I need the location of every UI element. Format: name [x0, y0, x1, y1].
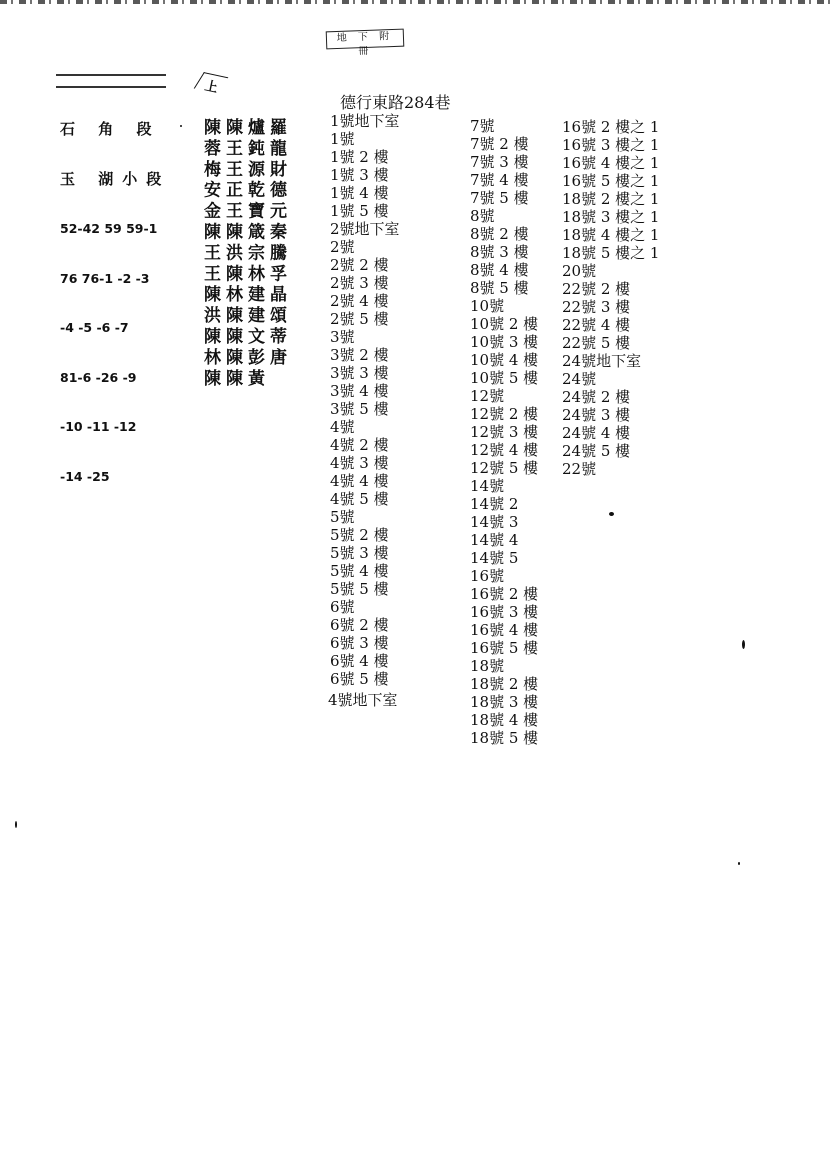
address-entry: 3號 4 樓 — [330, 382, 389, 400]
address-entry: 3號 3 樓 — [330, 364, 389, 382]
address-entry: 4號 2 樓 — [330, 436, 389, 454]
address-entry: 5號 — [330, 508, 355, 526]
address-entry: 6號 — [330, 598, 355, 616]
address-entry: 12號 2 樓 — [470, 405, 539, 423]
address-entry: 16號 — [470, 567, 505, 585]
address-entry: 18號 5 樓 — [470, 729, 539, 747]
address-entry: 18號 3 樓 — [470, 693, 539, 711]
basement-note: 4號地下室 — [328, 691, 398, 709]
land-section-line-2: 玉 湖小段 — [60, 170, 171, 188]
parcel-number-line-5: -10 -11 -12 — [60, 419, 137, 434]
address-entry: 18號 2 樓 — [470, 675, 539, 693]
address-entry: 10號 3 樓 — [470, 333, 539, 351]
left-header-mark — [56, 74, 166, 88]
address-entry: 14號 4 — [470, 531, 519, 549]
address-entry: 18號 — [470, 657, 505, 675]
address-entry: 12號 3 樓 — [470, 423, 539, 441]
address-entry: 4號 4 樓 — [330, 472, 389, 490]
scan-speck — [738, 862, 740, 865]
address-entry: 1號地下室 — [330, 112, 400, 130]
address-entry: 1號 — [330, 130, 355, 148]
address-entry: 2號 5 樓 — [330, 310, 389, 328]
address-entry: 8號 2 樓 — [470, 225, 529, 243]
address-entry: 10號 4 樓 — [470, 351, 539, 369]
address-entry: 16號 4 樓 — [470, 621, 539, 639]
vertical-name-column: 爐鈍源乾寶箴宗林建建文彭黃 — [244, 118, 264, 390]
address-entry: 8號 3 樓 — [470, 243, 529, 261]
address-column-3 — [562, 118, 659, 478]
address-entry: 2號地下室 — [330, 220, 400, 238]
address-column-1 — [330, 112, 400, 688]
address-column-2 — [470, 117, 538, 747]
land-section-line-1: 石 角 段 — [60, 120, 161, 138]
address-entry: 16號 2 樓之 1 — [562, 118, 660, 136]
address-entry: 7號 2 樓 — [470, 135, 529, 153]
address-entry: 18號 4 樓之 1 — [562, 226, 660, 244]
parcel-number-line-1: 52-42 59 59-1 — [60, 221, 158, 236]
address-entry: 14號 — [470, 477, 505, 495]
parcel-number-line-2: 76 76-1 -2 -3 — [60, 270, 150, 286]
top-stamp: 地 下 附 冊 — [326, 29, 405, 50]
address-entry: 8號 — [470, 207, 495, 225]
address-entry: 10號 2 樓 — [470, 315, 539, 333]
address-entry: 12號 — [470, 387, 505, 405]
land-section-list — [60, 88, 180, 518]
address-entry: 2號 — [330, 238, 355, 256]
address-entry: 18號 5 樓之 1 — [562, 244, 660, 262]
address-entry: 4號 5 樓 — [330, 490, 389, 508]
address-entry: 18號 3 樓之 1 — [562, 208, 660, 226]
address-entry: 5號 5 樓 — [330, 580, 389, 598]
address-entry: 6號 2 樓 — [330, 616, 389, 634]
vertical-name-column: 陳王王正王陳洪陳林陳陳陳陳 — [222, 118, 242, 390]
address-entry: 18號 2 樓之 1 — [562, 190, 660, 208]
address-entry: 1號 3 樓 — [330, 166, 389, 184]
address-entry: 5號 4 樓 — [330, 562, 389, 580]
address-entry: 22號 2 樓 — [562, 280, 631, 298]
address-entry: 12號 5 樓 — [470, 459, 539, 477]
address-entry: 24號 5 樓 — [562, 442, 631, 460]
scan-speck — [15, 821, 17, 828]
scan-speck — [180, 125, 182, 127]
address-entry: 24號 3 樓 — [562, 406, 631, 424]
address-entry: 12號 4 樓 — [470, 441, 539, 459]
address-entry: 16號 4 樓之 1 — [562, 154, 660, 172]
corner-mark: 上 — [203, 75, 220, 96]
parcel-number-line-6: -14 -25 — [60, 468, 110, 484]
address-entry: 1號 5 樓 — [330, 202, 389, 220]
address-entry: 5號 2 樓 — [330, 526, 389, 544]
address-entry: 16號 2 樓 — [470, 585, 539, 603]
address-entry: 7號 3 樓 — [470, 153, 529, 171]
address-entry: 4號 3 樓 — [330, 454, 389, 472]
address-entry: 2號 3 樓 — [330, 274, 389, 292]
address-entry: 16號 5 樓 — [470, 639, 539, 657]
address-entry: 24號地下室 — [562, 352, 642, 370]
address-entry: 6號 3 樓 — [330, 634, 389, 652]
address-entry: 4號 — [330, 418, 355, 436]
parcel-number-line-4: 81-6 -26 -9 — [60, 369, 137, 385]
address-entry: 24號 — [562, 370, 597, 388]
address-entry: 24號 4 樓 — [562, 424, 631, 442]
address-entry: 2號 2 樓 — [330, 256, 389, 274]
scan-speck — [742, 640, 745, 649]
parcel-number-line-3: -4 -5 -6 -7 — [60, 320, 129, 335]
address-entry: 10號 — [470, 297, 505, 315]
address-entry: 16號 3 樓之 1 — [562, 136, 660, 154]
address-entry: 6號 5 樓 — [330, 670, 389, 688]
address-entry: 16號 5 樓之 1 — [562, 172, 660, 190]
address-entry: 1號 4 樓 — [330, 184, 389, 202]
address-entry: 18號 4 樓 — [470, 711, 539, 729]
address-entry: 22號 — [562, 460, 597, 478]
address-entry: 7號 — [470, 117, 495, 135]
address-entry: 22號 3 樓 — [562, 298, 631, 316]
address-entry: 3號 — [330, 328, 355, 346]
address-entry: 7號 4 樓 — [470, 171, 529, 189]
address-entry: 14號 3 — [470, 513, 519, 531]
scan-edge-noise — [0, 0, 832, 4]
address-entry: 14號 2 — [470, 495, 519, 513]
vertical-name-columns — [194, 118, 286, 738]
address-entry: 3號 2 樓 — [330, 346, 389, 364]
address-entry: 10號 5 樓 — [470, 369, 539, 387]
address-entry: 22號 4 樓 — [562, 316, 631, 334]
address-entry: 6號 4 樓 — [330, 652, 389, 670]
scan-speck — [609, 512, 614, 516]
address-entry: 1號 2 樓 — [330, 148, 389, 166]
address-entry: 24號 2 樓 — [562, 388, 631, 406]
address-entry: 14號 5 — [470, 549, 519, 567]
address-entry: 8號 4 樓 — [470, 261, 529, 279]
vertical-name-column: 羅龍財德元秦騰孚晶頌蒂唐 — [266, 118, 286, 369]
address-entry: 2號 4 樓 — [330, 292, 389, 310]
address-entry: 22號 5 樓 — [562, 334, 631, 352]
street-address-title: 德行東路284巷 — [340, 93, 451, 112]
address-entry: 16號 3 樓 — [470, 603, 539, 621]
address-entry: 7號 5 樓 — [470, 189, 529, 207]
address-entry: 20號 — [562, 262, 597, 280]
address-entry: 3號 5 樓 — [330, 400, 389, 418]
address-entry: 5號 3 樓 — [330, 544, 389, 562]
address-entry: 8號 5 樓 — [470, 279, 529, 297]
vertical-name-column: 陳蓉梅安金陳王王陳洪陳林陳 — [200, 118, 220, 390]
